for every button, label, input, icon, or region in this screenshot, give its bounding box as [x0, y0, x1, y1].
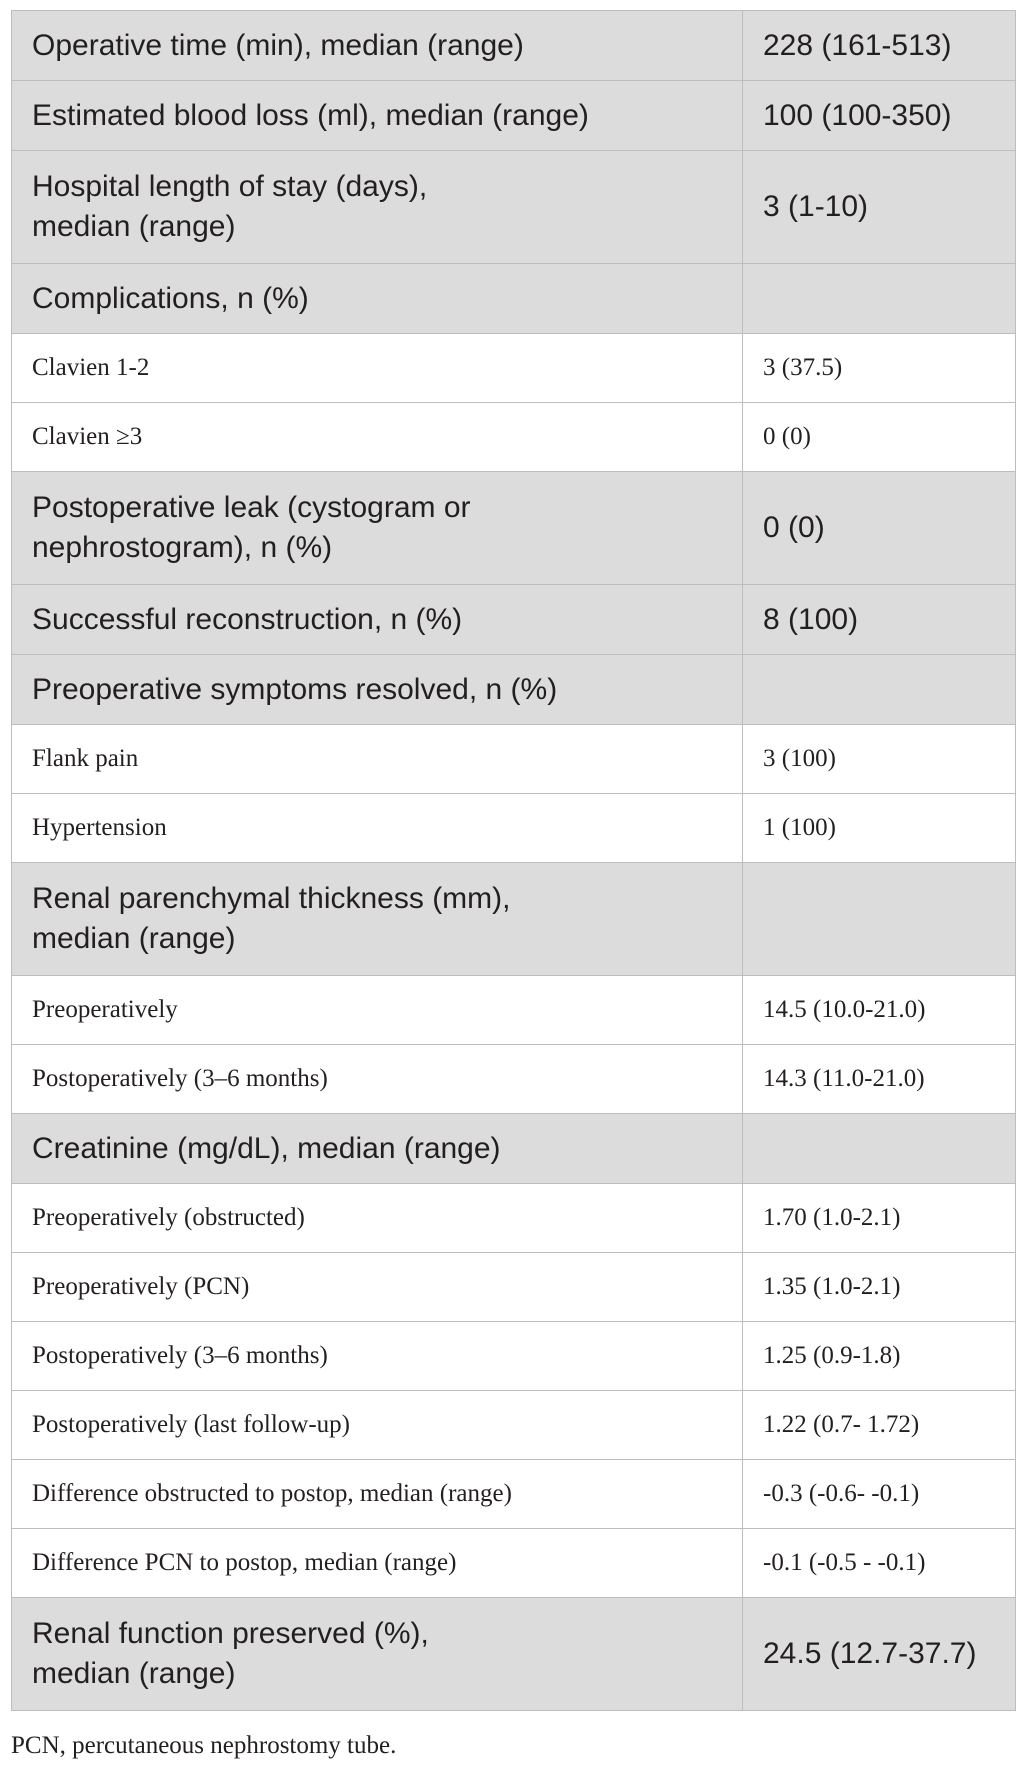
row-value-cell: 8 (100)	[743, 585, 1016, 655]
row-value-cell: 3 (37.5)	[743, 334, 1016, 403]
results-table-container	[11, 10, 1015, 1711]
row-label-text: Successful reconstruction, n (%)	[32, 602, 463, 636]
row-label-text: Preoperatively (PCN)	[32, 1273, 250, 1300]
table-section-row	[12, 472, 1016, 585]
row-label-text: Renal parenchymal thickness (mm),	[32, 882, 511, 915]
table-section-row	[12, 81, 1016, 151]
row-label-text: Clavien 1-2	[32, 354, 150, 381]
row-label-text: Postoperatively (3–6 months)	[32, 1065, 328, 1092]
row-value-cell: 0 (0)	[743, 472, 1016, 585]
row-value-cell: 3 (100)	[743, 725, 1016, 794]
row-label-text: Postoperative leak (cystogram or	[32, 491, 471, 524]
row-label-text: Renal function preserved (%),	[32, 1617, 429, 1650]
row-value-cell	[743, 655, 1016, 725]
row-value-cell: 1 (100)	[743, 794, 1016, 863]
table-row	[12, 794, 1016, 863]
table-section-row	[12, 1598, 1016, 1711]
row-label-text: Complications, n (%)	[32, 281, 309, 315]
row-label-text: Hospital length of stay (days),	[32, 170, 428, 203]
table-section-row	[12, 264, 1016, 334]
results-table	[11, 10, 1016, 1711]
row-label-text: Clavien ≥3	[32, 423, 143, 450]
table-row	[12, 1322, 1016, 1391]
row-label-cell	[12, 863, 743, 976]
row-label-cell	[12, 403, 743, 472]
table-section-row	[12, 863, 1016, 976]
row-value-cell: 1.25 (0.9-1.8)	[743, 1322, 1016, 1391]
row-value-cell: 14.5 (10.0-21.0)	[743, 976, 1016, 1045]
table-row	[12, 1045, 1016, 1114]
row-label-cell	[12, 1114, 743, 1184]
row-label-cell	[12, 1460, 743, 1529]
row-label-cell	[12, 81, 743, 151]
table-footnote: PCN, percutaneous nephrostomy tube.	[11, 1732, 397, 1759]
row-label-text: Postoperatively (last follow-up)	[32, 1411, 350, 1438]
table-row	[12, 1253, 1016, 1322]
row-label-cell	[12, 794, 743, 863]
row-label-text: Preoperative symptoms resolved, n (%)	[32, 672, 558, 706]
row-value-cell: 24.5 (12.7-37.7)	[743, 1598, 1016, 1711]
row-label-text: Postoperatively (3–6 months)	[32, 1342, 328, 1369]
row-label-cell	[12, 151, 743, 264]
row-value-cell	[743, 264, 1016, 334]
row-value-cell: 228 (161-513)	[743, 11, 1016, 81]
row-value-cell: 1.22 (0.7- 1.72)	[743, 1391, 1016, 1460]
row-value-cell: 1.35 (1.0-2.1)	[743, 1253, 1016, 1322]
row-label-cell	[12, 264, 743, 334]
table-row	[12, 334, 1016, 403]
table-row	[12, 725, 1016, 794]
row-label-cell	[12, 11, 743, 81]
row-label-text: Hypertension	[32, 814, 167, 841]
row-label-cell	[12, 1391, 743, 1460]
row-label-text: Operative time (min), median (range)	[32, 28, 524, 62]
row-label-text: nephrostogram), n (%)	[32, 531, 333, 564]
table-section-row	[12, 11, 1016, 81]
row-value-cell	[743, 1114, 1016, 1184]
row-label-text: Difference obstructed to postop, median (range)	[32, 1480, 512, 1507]
row-label-cell	[12, 725, 743, 794]
table-section-row	[12, 655, 1016, 725]
row-label-cell	[12, 1184, 743, 1253]
row-label-cell	[12, 585, 743, 655]
row-value-cell	[743, 863, 1016, 976]
row-value-cell: 14.3 (11.0-21.0)	[743, 1045, 1016, 1114]
row-label-cell	[12, 1529, 743, 1598]
row-label-cell	[12, 1598, 743, 1711]
table-section-row	[12, 1114, 1016, 1184]
row-label-text: median (range)	[32, 922, 236, 955]
row-value-cell: 1.70 (1.0-2.1)	[743, 1184, 1016, 1253]
table-row	[12, 1184, 1016, 1253]
row-value-cell: 3 (1-10)	[743, 151, 1016, 264]
table-section-row	[12, 585, 1016, 655]
row-label-text: Difference PCN to postop, median (range)	[32, 1549, 457, 1576]
table-section-row	[12, 151, 1016, 264]
row-label-cell	[12, 976, 743, 1045]
row-value-cell: 100 (100-350)	[743, 81, 1016, 151]
row-label-cell	[12, 334, 743, 403]
row-value-cell: 0 (0)	[743, 403, 1016, 472]
row-label-cell	[12, 472, 743, 585]
row-value-cell: -0.1 (-0.5 - -0.1)	[743, 1529, 1016, 1598]
table-row	[12, 1391, 1016, 1460]
table-row	[12, 1529, 1016, 1598]
row-label-text: Preoperatively (obstructed)	[32, 1204, 305, 1231]
row-label-cell	[12, 1045, 743, 1114]
row-label-text: Creatinine (mg/dL), median (range)	[32, 1131, 501, 1165]
row-label-text: Estimated blood loss (ml), median (range)	[32, 98, 589, 132]
row-label-text: Flank pain	[32, 745, 139, 772]
row-value-cell: -0.3 (-0.6- -0.1)	[743, 1460, 1016, 1529]
row-label-cell	[12, 1322, 743, 1391]
table-row	[12, 403, 1016, 472]
table-row	[12, 1460, 1016, 1529]
row-label-cell	[12, 655, 743, 725]
row-label-cell	[12, 1253, 743, 1322]
table-row	[12, 976, 1016, 1045]
row-label-text: median (range)	[32, 210, 236, 243]
row-label-text: Preoperatively	[32, 996, 178, 1023]
results-table-body	[12, 11, 1016, 1711]
row-label-text: median (range)	[32, 1657, 236, 1690]
